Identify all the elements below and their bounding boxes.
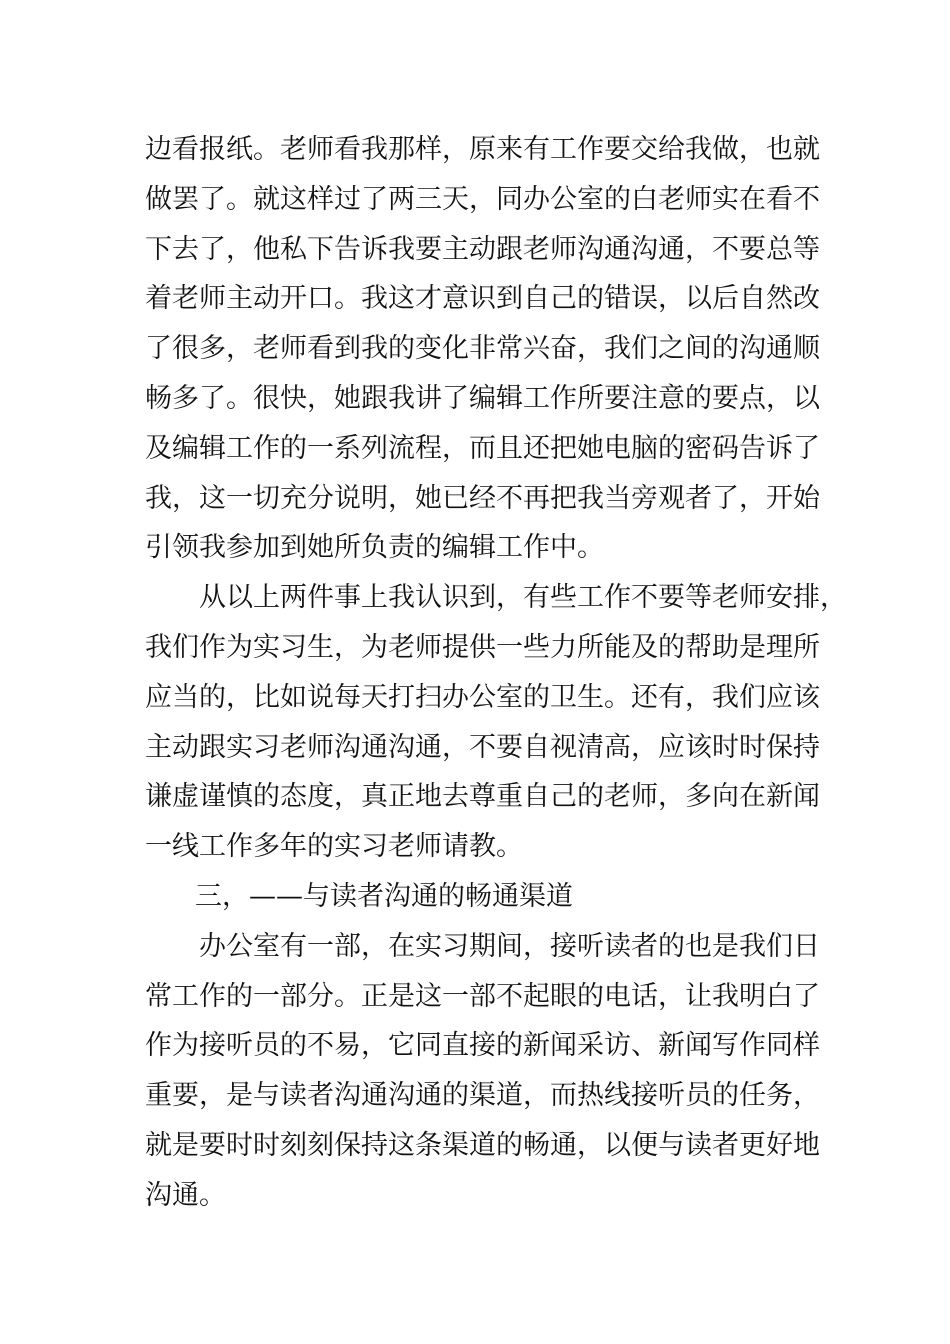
paragraph	[145, 573, 845, 872]
paragraph	[145, 125, 845, 573]
text-line: 及编辑工作的一系列流程，而且还把她电脑的密码告诉了	[145, 432, 820, 464]
text-line: 就是要时时刻刻保持这条渠道的畅通，以便与读者更好地	[145, 1129, 820, 1161]
text-line: 做罢了。就这样过了两三天，同办公室的白老师实在看不	[145, 183, 820, 215]
text-line: 引领我参加到她所负责的编辑工作中。	[145, 532, 604, 564]
text-line: 一线工作多年的实习老师请教。	[145, 831, 523, 863]
text-line: 下去了，他私下告诉我要主动跟老师沟通沟通，不要总等	[145, 233, 820, 265]
text-line: 办公室有一部，在实习期间，接听读者的也是我们日	[199, 930, 820, 962]
text-line: 作为接听员的不易，它同直接的新闻采访、新闻写作同样	[145, 1030, 820, 1062]
text-line: 重要，是与读者沟通沟通的渠道，而热线接听员的任务，	[145, 1080, 820, 1112]
document-body	[145, 125, 845, 1221]
paragraph	[145, 922, 845, 1221]
text-line: 从以上两件事上我认识到，有些工作不要等老师安排，	[199, 582, 847, 614]
text-line: 了很多，老师看到我的变化非常兴奋，我们之间的沟通顺	[145, 333, 820, 365]
text-line: 谦虚谨慎的态度，真正地去尊重自己的老师，多向在新闻	[145, 781, 820, 813]
heading-line: 三，——与读者沟通的畅通渠道	[195, 880, 573, 912]
text-line: 边看报纸。老师看我那样，原来有工作要交给我做，也就	[145, 134, 820, 165]
text-line: 畅多了。很快，她跟我讲了编辑工作所要注意的要点，以	[145, 382, 820, 414]
text-line: 主动跟实习老师沟通沟通，不要自视清高，应该时时保持	[145, 731, 820, 763]
section-heading	[145, 872, 845, 922]
text-line: 应当的，比如说每天打扫办公室的卫生。还有，我们应该	[145, 681, 820, 713]
text-line: 我，这一切充分说明，她已经不再把我当旁观者了，开始	[145, 482, 820, 514]
text-line: 沟通。	[145, 1179, 226, 1211]
text-line: 着老师主动开口。我这才意识到自己的错误，以后自然改	[145, 283, 820, 315]
text-line: 我们作为实习生，为老师提供一些力所能及的帮助是理所	[145, 631, 820, 663]
text-line: 常工作的一部分。正是这一部不起眼的电话，让我明白了	[145, 980, 820, 1012]
